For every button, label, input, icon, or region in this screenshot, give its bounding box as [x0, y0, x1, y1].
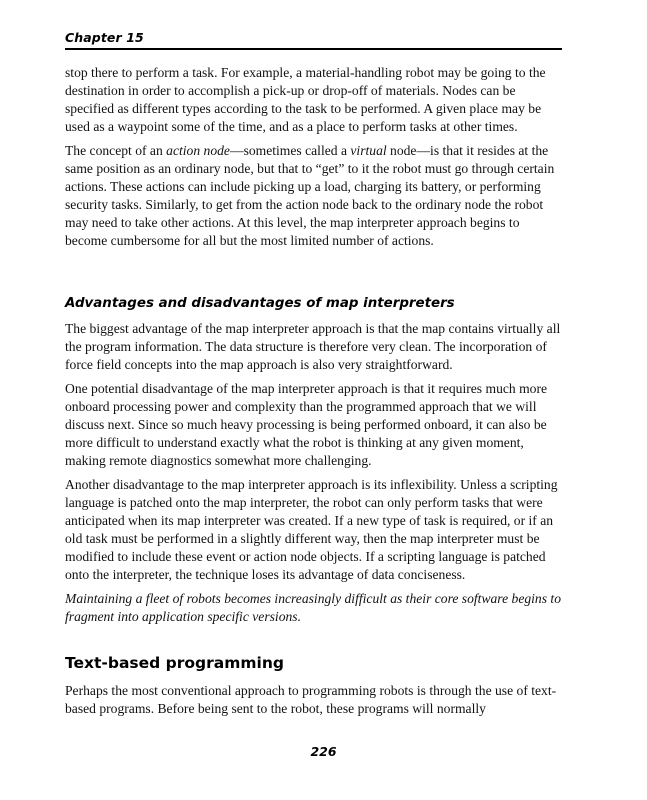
text-programming-block [65, 682, 562, 718]
action-node-text-2: —sometimes called a [229, 143, 351, 158]
text-programming-paragraph: Perhaps the most conventional approach to programming robots is through the use of text-based programs. Before being sent to the robot, these programs will normally [65, 683, 557, 716]
virtual-term: virtual [350, 143, 387, 158]
advantage-paragraph: The biggest advantage of the map interpreter approach is that the map contains virtually all the program information. The data structure is therefore very clean. The incorporation of force field concepts into the map approach is also very straightforward. [65, 321, 561, 372]
italic-note: Maintaining a fleet of robots becomes increasingly difficult as their core software begins to fragment into application specific versions. [65, 591, 561, 624]
action-node-text-3: node—is that it resides at the same position as an ordinary node, but that to “get” to it the robot must go through certain actions. These actions can include picking up a load, charging its battery, or performing security tasks. Similarly, to get from the action node back to the ordinary node the robot may need to take other actions. At this level, the map interpreter approach begins to become cumbersome for all but the most limited number of actions. [65, 143, 555, 248]
chapter-running-head: Chapter 15 [65, 30, 144, 45]
action-node-paragraph [65, 142, 562, 250]
disadvantage-paragraph-2: Another disadvantage to the map interpreter approach is its inflexibility. Unless a scripting language is patched onto the map interpreter, the robot can only perform tasks that were anticipated when its map interpreter was created. If a new type of task is required, or if an old task must be performed in a slightly different way, then the map interpreter must be modified to include these event or action node objects. If a scripting language is patched onto the interpreter, the technique loses its advantage of data conciseness. [65, 477, 558, 582]
intro-text-block [65, 64, 562, 250]
disadvantage-paragraph-1: One potential disadvantage of the map interpreter approach is that it requires much more onboard processing power and complexity than the programmed approach that we will discuss next. Since so much heavy processing is being performed onboard, it can also be more difficult to understand exactly what the robot is thinking at any given moment, making remote diagnostics somewhat more challenging. [65, 381, 548, 468]
intro-paragraph: stop there to perform a task. For example, a material-handling robot may be going to the destination in order to accomplish a pick-up or drop-off of materials. Nodes can be specified as different types according to the task to be performed. A given place may be used as a waypoint some of the time, and as a place to perform tasks at other times. [65, 65, 546, 134]
action-node-text-1: The concept of an [65, 143, 167, 158]
header-rule [65, 48, 562, 50]
advantages-text-block [65, 320, 562, 626]
section-heading: Text-based programming [65, 654, 284, 672]
subsection-heading: Advantages and disadvantages of map interpreters [65, 296, 455, 311]
action-node-term: action node [166, 143, 230, 158]
page-number: 226 [310, 744, 337, 759]
